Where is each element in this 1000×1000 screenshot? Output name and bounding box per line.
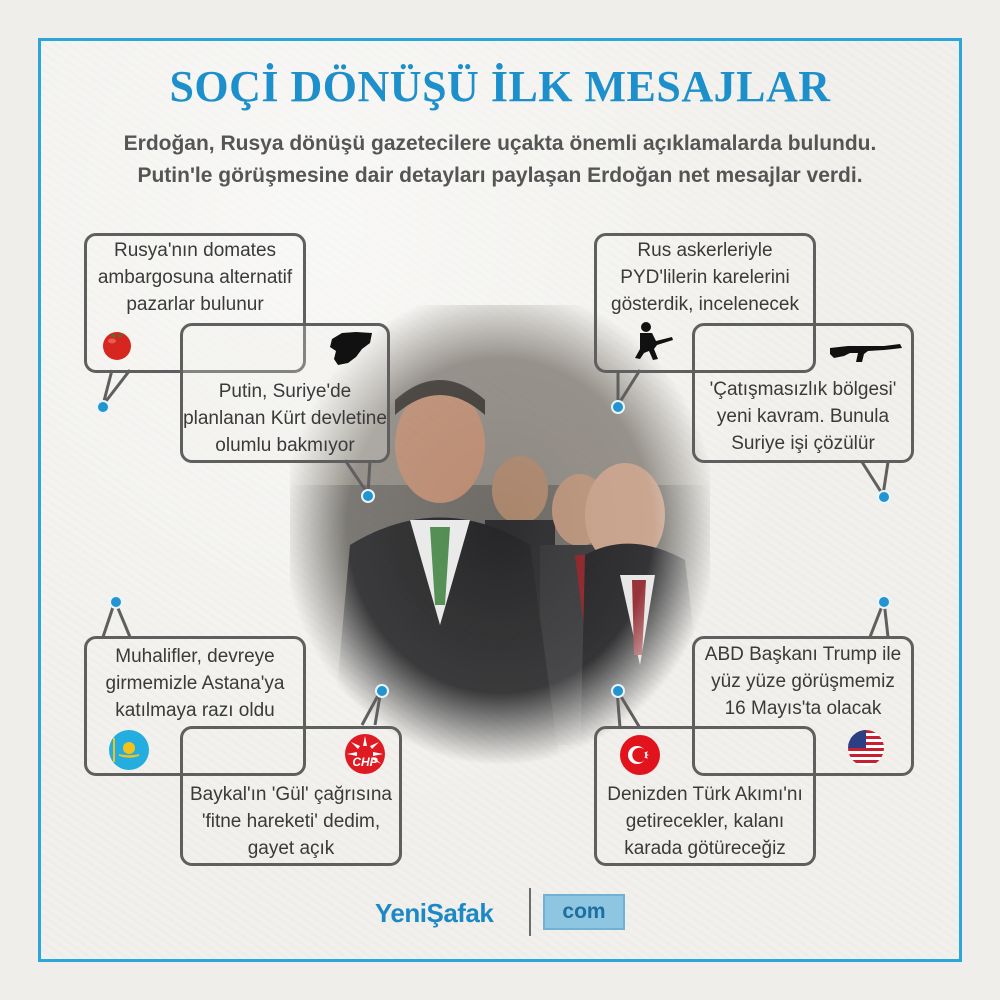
connector-dot [96,400,110,414]
page-subtitle [60,128,940,192]
chp-text: CHP [352,755,378,769]
connector-dot [877,490,891,504]
chp-logo-icon [343,732,387,776]
rifle-icon [828,340,904,366]
quote-line: 'fitne hareketi' dedim, [201,811,381,832]
subtitle-line-1: Erdoğan, Rusya dönüşü gazetecilere uçakta önemli açıklamalarda bulundu. [123,132,877,155]
tomato-icon [100,327,134,361]
quote-line: planlanan Kürt devletine [183,408,387,429]
quote-line: gösterdik, incelenecek [611,294,799,315]
subtitle-line-2: Putin'le görüşmesine dair detayları paylaşan Erdoğan net mesajlar verdi. [137,164,863,187]
quote-text-soldiers [594,237,816,318]
quote-line: Suriye işi çözülür [731,433,875,454]
yenisafak-logo: YeniŞafak [375,898,494,928]
quote-line: ABD Başkanı Trump ile [704,644,902,665]
quote-line: PYD'lilerin karelerini [620,267,790,288]
quote-line: getirecekler, kalanı [625,811,785,832]
quote-text-syria [180,378,390,459]
quote-line: yeni kavram. Bunula [716,406,890,427]
quote-line: Rus askerleriyle [637,240,773,261]
quote-line: Denizden Türk Akımı'nı [607,784,803,805]
quote-line: karada götüreceğiz [624,838,786,859]
connector-dot [611,400,625,414]
soldier-icon [632,321,676,361]
quote-line: Putin, Suriye'de [218,381,352,402]
quote-text-tomato [84,237,306,318]
quote-line: Muhalifler, devreye [115,646,275,667]
syria-map-icon [326,329,376,367]
quote-line: gayet açık [247,838,335,859]
page-title: SOÇİ DÖNÜŞÜ İLK MESAJLAR [169,62,831,111]
com-badge: com [543,894,625,930]
usa-flag-icon [846,728,886,768]
quote-line: Baykal'ın 'Gül' çağrısına [189,784,393,805]
quote-line: ambargosuna alternatif [97,267,293,288]
quote-text-zone [692,376,914,457]
quote-line: pazarlar bulunur [126,294,264,315]
turkey-flag-icon [618,733,662,777]
quote-text-astana [84,643,306,724]
connector-dot [611,684,625,698]
quote-text-stream [594,781,816,862]
quote-line: 16 Mayıs'ta olacak [724,698,882,719]
footer-divider [529,888,531,936]
quote-line: yüz yüze görüşmemiz [711,671,895,692]
quote-line: 'Çatışmasızlık bölgesi' [709,379,897,400]
quote-line: girmemizle Astana'ya [105,673,285,694]
quote-line: olumlu bakmıyor [215,435,355,456]
connector-dot [361,489,375,503]
kazakhstan-flag-icon [107,728,151,772]
quote-line: katılmaya razı oldu [115,700,275,721]
quote-line: Rusya'nın domates [113,240,277,261]
quote-text-trump [692,641,914,722]
connector-dot [877,595,891,609]
connector-dot [375,684,389,698]
connector-dot [109,595,123,609]
quote-text-baykal [180,781,402,862]
